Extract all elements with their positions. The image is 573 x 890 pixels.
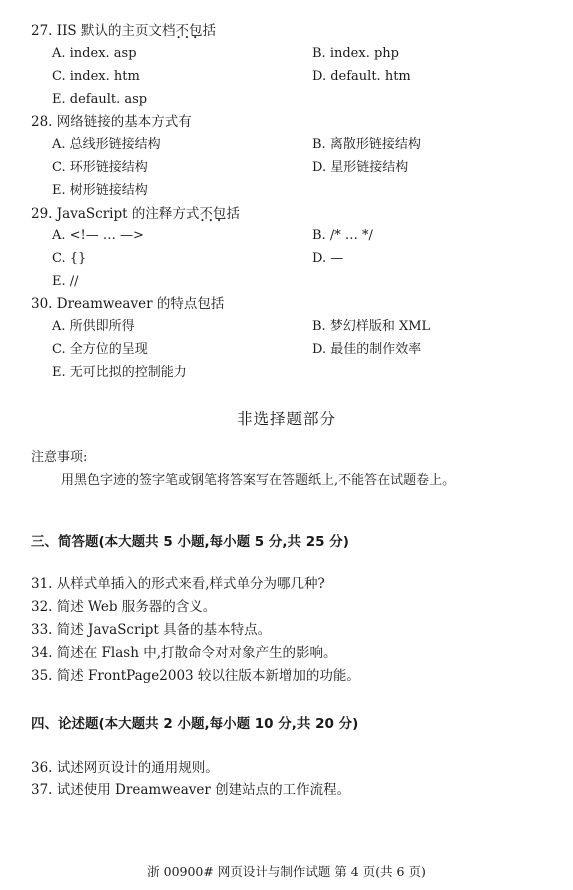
option-28-d: D. 星形链接结构 [312, 160, 409, 175]
section-4-heading: 四、论述题(本大题共 2 小题,每小题 10 分,共 20 分) [31, 716, 359, 732]
emphasized-text: 不包括 • • • [175, 22, 216, 40]
question-30-stem: 30. Dreamweaver 的特点包括 [31, 296, 225, 312]
option-27-e: E. default. asp [52, 92, 148, 107]
question-37: 37. 试述使用 Dreamweaver 创建站点的工作流程。 [31, 782, 351, 798]
page-footer: 浙 00900# 网页设计与制作试题 第 4 页(共 6 页) [147, 864, 426, 879]
option-29-c: C. {} [52, 251, 87, 266]
option-28-e: E. 树形链接结构 [52, 183, 148, 198]
option-30-a: A. 所供即所得 [52, 319, 135, 334]
notice-label: 注意事项: [31, 450, 88, 465]
notice-text: 用黑色字迹的签字笔或钢笔将答案写在答题纸上,不能答在试题卷上。 [61, 473, 456, 488]
question-stem-text: 29. JavaScript 的注释方式 [31, 206, 200, 222]
question-stem-text: 27. IIS 默认的主页文档 [31, 23, 176, 39]
option-29-e: E. // [52, 274, 79, 289]
question-31: 31. 从样式单插入的形式来看,样式单分为哪几种? [31, 576, 325, 592]
option-29-a: A. <!— … —> [52, 228, 144, 243]
option-27-a: A. index. asp [52, 46, 137, 61]
emphasized-text: 不包括 • • • [199, 205, 240, 223]
option-27-c: C. index. htm [52, 69, 140, 84]
question-36: 36. 试述网页设计的通用规则。 [31, 760, 219, 776]
option-29-b: B. /* … */ [312, 228, 373, 243]
option-30-b: B. 梦幻样版和 XML [312, 319, 431, 334]
question-33: 33. 简述 JavaScript 具备的基本特点。 [31, 622, 272, 638]
question-27-stem [31, 22, 216, 40]
question-34: 34. 简述在 Flash 中,打散命令对对象产生的影响。 [31, 645, 337, 661]
option-30-c: C. 全方位的呈现 [52, 342, 148, 357]
option-28-c: C. 环形链接结构 [52, 160, 148, 175]
question-35: 35. 简述 FrontPage2003 较以往版本新增加的功能。 [31, 668, 360, 684]
option-27-b: B. index. php [312, 46, 399, 61]
option-30-e: E. 无可比拟的控制能力 [52, 365, 187, 380]
option-29-d: D. — [312, 251, 344, 266]
option-27-d: D. default. htm [312, 69, 411, 84]
option-28-a: A. 总线形链接结构 [52, 137, 161, 152]
section-title-non-choice: 非选择题部分 [236, 410, 336, 428]
option-30-d: D. 最佳的制作效率 [312, 342, 422, 357]
question-32: 32. 简述 Web 服务器的含义。 [31, 599, 217, 615]
question-28-stem: 28. 网络链接的基本方式有 [31, 114, 192, 130]
question-29-stem [31, 205, 240, 223]
section-3-heading: 三、简答题(本大题共 5 小题,每小题 5 分,共 25 分) [31, 534, 349, 550]
option-28-b: B. 离散形链接结构 [312, 137, 421, 152]
